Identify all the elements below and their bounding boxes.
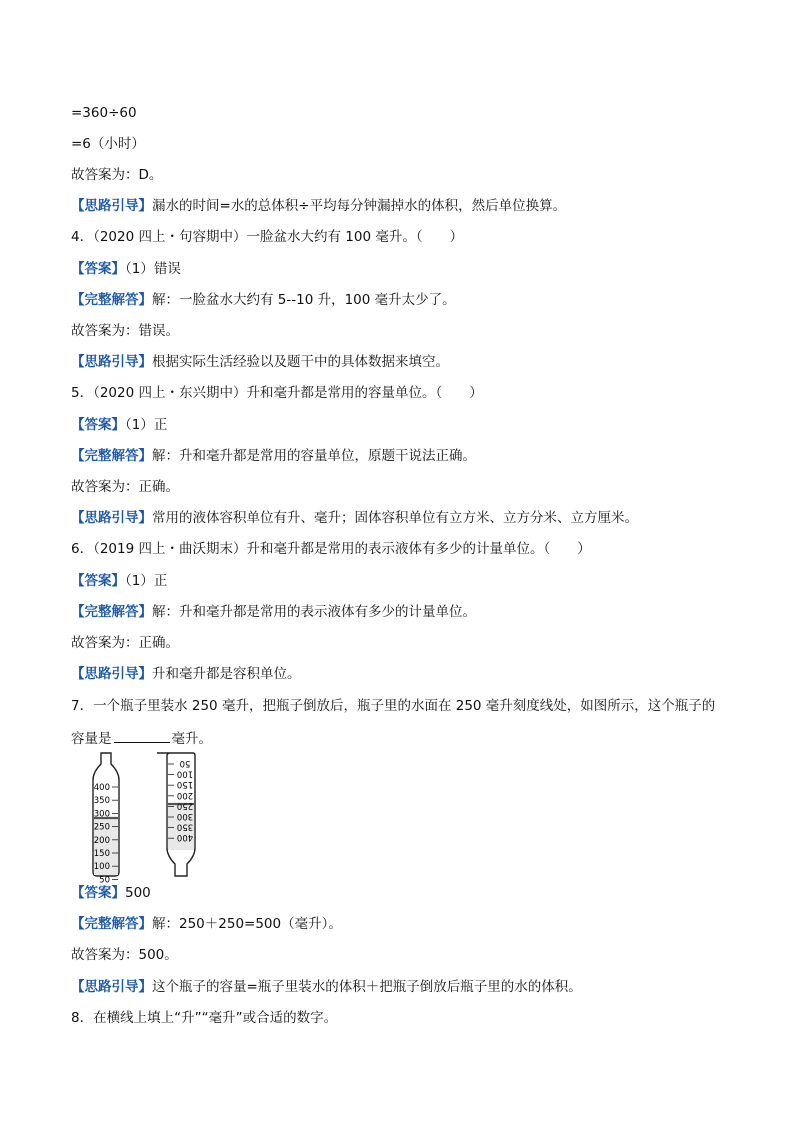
full-solution-tag: 【完整解答】 (71, 292, 152, 308)
inverted-tick-label: 50 (179, 758, 191, 768)
inverted-tick-label: 350 (176, 821, 194, 832)
inverted-tick-label: 300 (176, 811, 194, 821)
q7-answer: 【答案】500 (71, 885, 151, 901)
question-6: 6．（2019 四上・曲沃期末）升和毫升都是常用的表示液体有多少的计量单位。（ ） (71, 541, 591, 557)
question-4: 4．（2020 四上・句容期中）一脸盆水大约有 100 毫升。（ ） (71, 229, 464, 245)
upright-tick-label: 250 (93, 822, 110, 833)
guide-tag: 【思路引导】 (71, 510, 152, 526)
q7-full-solution: 【完整解答】解：250＋250=500（毫升）。 (71, 916, 342, 932)
question-5: 5．（2020 四上・东兴期中）升和毫升都是常用的容量单位。（ ） (71, 385, 483, 401)
answer-tag: 【答案】 (71, 417, 125, 433)
q4-guide: 【思路引导】根据实际生活经验以及题干中的具体数据来填空。 (71, 354, 449, 370)
answer-line: 故答案为：D。 (71, 167, 163, 183)
guide-tag: 【思路引导】 (71, 354, 152, 370)
inverted-tick-label: 400 (176, 832, 194, 843)
q5-so: 故答案为：正确。 (71, 479, 179, 495)
q7-guide: 【思路引导】这个瓶子的容量=瓶子里装水的体积＋把瓶子倒放后瓶子里的水的体积。 (71, 979, 582, 995)
upright-tick-label: 150 (93, 849, 110, 859)
upright-tick-label: 350 (93, 796, 110, 807)
upright-tick-label: 400 (93, 783, 110, 793)
q5-answer: 【答案】（1）正 (71, 417, 168, 433)
inverted-tick-label: 150 (176, 779, 194, 790)
q4-full-solution: 【完整解答】解：一脸盆水大约有 5--10 升，100 毫升太少了。 (71, 292, 456, 308)
upright-tick-label: 300 (93, 809, 110, 820)
question-8: 8．在横线上填上“升”“毫升”或合适的数字。 (71, 1010, 338, 1026)
q6-guide: 【思路引导】升和毫升都是容积单位。 (71, 666, 301, 682)
calc-line-2: =6（小时） (71, 136, 145, 152)
guide-tag: 【思路引导】 (71, 979, 152, 995)
q4-answer: 【答案】（1）错误 (71, 261, 181, 277)
q7-so: 故答案为：500。 (71, 947, 178, 963)
q6-answer: 【答案】（1）正 (71, 573, 168, 589)
fill-blank[interactable] (114, 728, 170, 743)
upright-tick-label: 50 (99, 875, 110, 886)
upright-tick-label: 100 (93, 862, 110, 873)
inverted-tick-label: 200 (176, 789, 194, 800)
bottles-figure (90, 752, 210, 886)
q6-so: 故答案为：正确。 (71, 635, 179, 651)
full-solution-tag: 【完整解答】 (71, 448, 152, 464)
upright-tick-label: 200 (93, 835, 110, 846)
q5-guide: 【思路引导】常用的液体容积单位有升、毫升；固体容积单位有立方米、立方分米、立方厘米。 (71, 510, 638, 526)
question-7-line-2: 容量是 毫升。 (71, 728, 212, 748)
full-solution-tag: 【完整解答】 (71, 916, 152, 932)
answer-tag: 【答案】 (71, 261, 125, 277)
guide-tag: 【思路引导】 (71, 198, 152, 214)
answer-tag: 【答案】 (71, 573, 125, 589)
guide-tag: 【思路引导】 (71, 666, 152, 682)
question-7-line-1: 7．一个瓶子里装水 250 毫升，把瓶子倒放后，瓶子里的水面在 250 毫升刻度线处，如图所示，这个瓶子的 (71, 698, 716, 714)
answer-tag: 【答案】 (71, 885, 125, 901)
inverted-tick-label: 250 (176, 800, 194, 811)
q6-full-solution: 【完整解答】解：升和毫升都是常用的表示液体有多少的计量单位。 (71, 604, 476, 620)
full-solution-tag: 【完整解答】 (71, 604, 152, 620)
q4-so: 故答案为：错误。 (71, 323, 179, 339)
q5-full-solution: 【完整解答】解：升和毫升都是常用的容量单位，原题干说法正确。 (71, 448, 476, 464)
guide-line: 【思路引导】漏水的时间=水的总体积÷平均每分钟漏掉水的体积，然后单位换算。 (71, 198, 567, 214)
inverted-tick-label: 100 (176, 768, 194, 779)
calc-line-1: =360÷60 (71, 105, 137, 121)
